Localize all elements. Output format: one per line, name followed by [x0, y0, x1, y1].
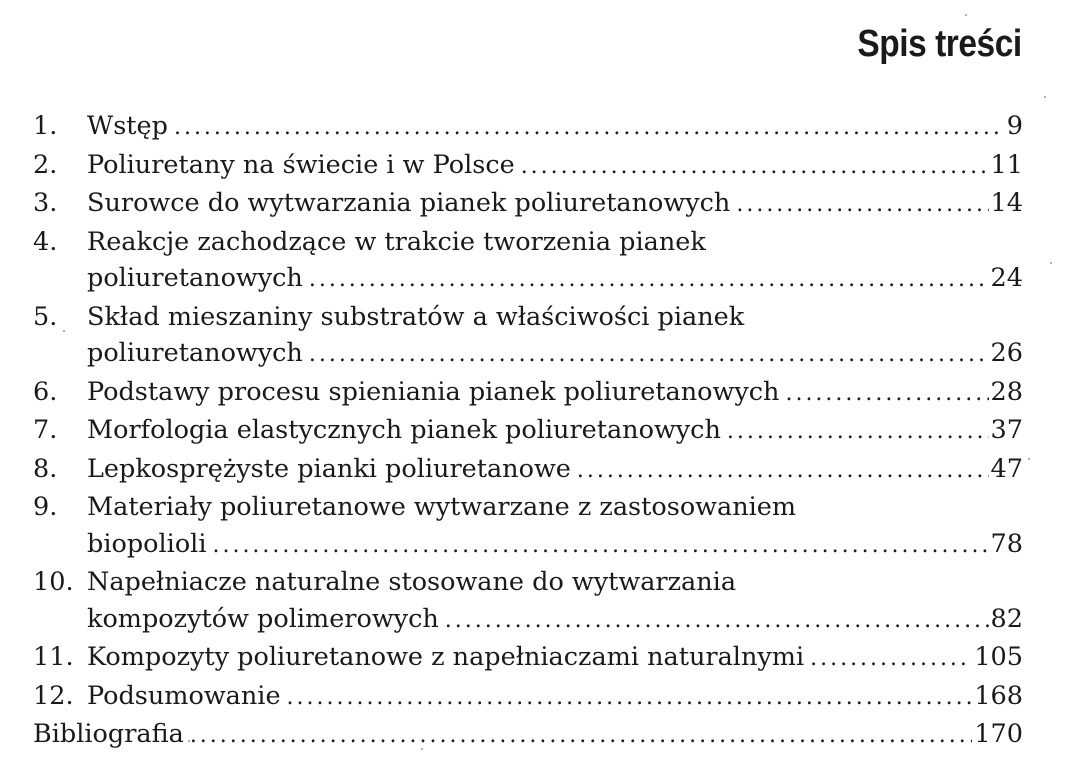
entry-title: poliuretanowych — [87, 338, 303, 368]
table-of-contents — [33, 108, 1023, 755]
entry-title-line: Skład mieszaniny substratów a właściwości pianek — [87, 301, 745, 332]
scan-speck — [188, 740, 190, 742]
toc-entry — [33, 412, 1023, 451]
dot-leader — [287, 680, 973, 717]
toc-entry — [33, 564, 1023, 639]
scan-speck — [1044, 96, 1046, 98]
toc-entry — [33, 224, 1023, 299]
entry-body — [87, 224, 1023, 299]
dot-leader — [212, 528, 988, 565]
toc-entry — [33, 639, 1023, 678]
entry-leader-line — [87, 335, 1023, 374]
toc-entry — [33, 451, 1023, 490]
entry-leader-line — [87, 601, 1023, 640]
entry-title: Kompozyty poliuretanowe z napełniaczami naturalnymi — [87, 642, 805, 672]
scan-speck — [1028, 458, 1030, 460]
page-number: 78 — [990, 528, 1023, 559]
entry-leader-line — [87, 451, 1023, 490]
entry-body — [87, 451, 1023, 490]
entry-leader-line — [87, 412, 1023, 451]
entry-body — [87, 564, 1023, 639]
entry-title: Podstawy procesu spieniania pianek poliuretanowych — [87, 376, 780, 407]
entry-leader-line — [87, 108, 1023, 147]
dot-leader — [521, 149, 989, 186]
entry-leader-line — [87, 639, 1023, 678]
entry-leader-line — [87, 678, 1023, 717]
entry-number: 8. — [33, 453, 58, 484]
page-title: Spis treści — [857, 23, 1022, 65]
entry-number: 5. — [33, 301, 58, 332]
entry-leader-line — [87, 185, 1023, 224]
page-number: 82 — [990, 603, 1023, 634]
toc-entry — [33, 299, 1023, 374]
dot-leader — [309, 262, 989, 299]
entry-title: Podsumowanie — [87, 680, 281, 711]
toc-entry — [33, 716, 1023, 755]
page-number: 47 — [990, 453, 1023, 484]
entry-number: 10. — [33, 567, 74, 597]
dot-leader — [727, 414, 989, 451]
entry-body — [87, 108, 1023, 147]
dot-leader — [736, 187, 988, 224]
entry-number: 4. — [33, 226, 58, 257]
entry-number: 6. — [33, 376, 58, 407]
entry-number: 3. — [33, 188, 58, 218]
toc-entry — [33, 678, 1023, 717]
dot-leader — [174, 110, 1005, 147]
entry-number: 1. — [33, 111, 58, 141]
dot-leader — [785, 376, 988, 413]
toc-entry — [33, 185, 1023, 224]
entry-number: 11. — [33, 642, 74, 672]
entry-body — [87, 185, 1023, 224]
scan-speck — [1050, 262, 1052, 264]
entry-number: 12. — [33, 680, 74, 711]
entry-title-line: Materiały poliuretanowe wytwarzane z zastosowaniem — [87, 492, 797, 522]
page-number: 28 — [990, 376, 1023, 407]
entry-leader-line — [87, 374, 1023, 413]
entry-body — [87, 147, 1023, 186]
dot-leader — [445, 603, 989, 640]
entry-title: biopolioli — [87, 528, 207, 559]
entry-body — [87, 678, 1023, 717]
entry-title: Lepkosprężyste pianki poliuretanowe — [87, 453, 571, 484]
entry-title: Wstęp — [87, 111, 168, 141]
toc-entry — [33, 147, 1023, 186]
entry-title-line: Reakcje zachodzące w trakcie tworzenia pianek — [87, 226, 706, 257]
toc-entry — [33, 108, 1023, 147]
entry-leader-line — [87, 147, 1023, 186]
page-number: 24 — [990, 263, 1023, 293]
entry-body — [33, 716, 1023, 755]
entry-body — [87, 412, 1023, 451]
entry-leader-line — [87, 260, 1023, 299]
entry-title: kompozytów polimerowych — [87, 603, 439, 634]
scan-speck — [63, 330, 65, 332]
page-number: 168 — [974, 680, 1023, 711]
entry-title: Morfologia elastycznych pianek poliuretanowych — [87, 415, 721, 445]
dot-leader — [577, 453, 989, 490]
dot-leader — [309, 337, 989, 374]
page-number: 170 — [974, 719, 1023, 749]
entry-leader-line — [33, 716, 1023, 755]
entry-title: Poliuretany na świecie i w Polsce — [87, 149, 515, 180]
page-number: 105 — [974, 642, 1023, 672]
entry-body — [87, 299, 1023, 374]
scan-speck — [965, 14, 967, 16]
dot-leader — [190, 718, 973, 755]
page-number: 14 — [990, 188, 1023, 218]
dot-leader — [810, 641, 972, 678]
entry-number: 7. — [33, 415, 58, 445]
entry-number: 2. — [33, 149, 58, 180]
toc-entry — [33, 489, 1023, 564]
scan-speck — [421, 748, 423, 750]
entry-number: 9. — [33, 492, 58, 522]
entry-body — [87, 639, 1023, 678]
entry-leader-line — [87, 526, 1023, 565]
entry-title-line: Napełniacze naturalne stosowane do wytwarzania — [87, 567, 737, 597]
entry-body — [87, 489, 1023, 564]
page-number: 9 — [1006, 111, 1023, 141]
page-number: 37 — [990, 415, 1023, 445]
entry-title: Surowce do wytwarzania pianek poliuretanowych — [87, 188, 731, 218]
entry-title: poliuretanowych — [87, 263, 303, 293]
page-number: 26 — [990, 338, 1023, 368]
page-number: 11 — [990, 149, 1023, 180]
toc-entry — [33, 374, 1023, 413]
entry-title: Bibliografia — [33, 719, 184, 749]
entry-body — [87, 374, 1023, 413]
